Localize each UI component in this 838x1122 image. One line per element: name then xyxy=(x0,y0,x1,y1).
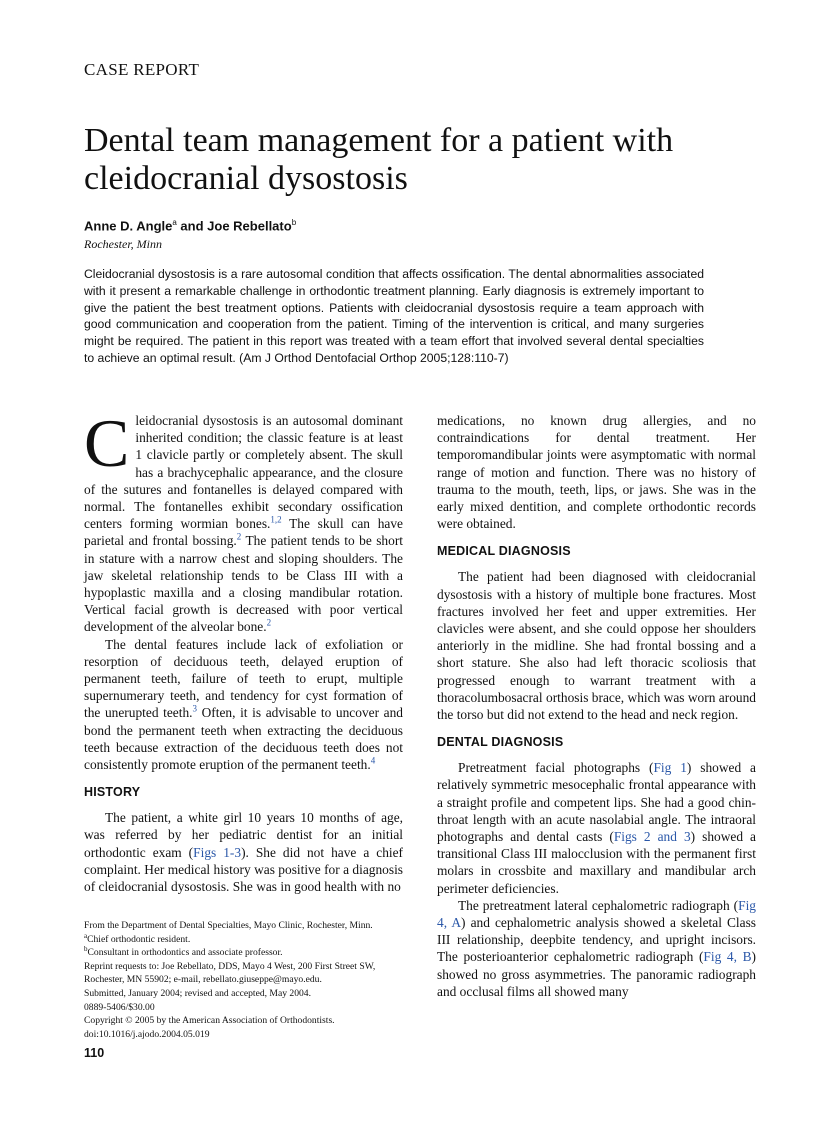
footnote-author-b xyxy=(84,946,404,960)
text-run: Pretreatment facial photographs ( xyxy=(458,760,654,776)
medical-diagnosis-paragraph: The patient had been diagnosed with cleidocranial dysostosis with a history of multiple bone fractures. Most fractures involved her feet and upper extremities. Her clavicles were absent, and she could oppose her shoulders anteriorly in the midline. She had frontal bossing and a short stature. She also had left thoracic scoliosis that progressed enough to warrant treatment with a thoracolumbosacral orthosis brace, which was worn around the torso but did not extend to the head and neck region. xyxy=(437,569,756,723)
author-affiliation: Rochester, Minn xyxy=(84,237,162,251)
text-run: The skull can have parietal and frontal bossing. xyxy=(84,516,403,549)
text-run: ) showed a transitional Class III malocclusion with the permanent first molars in crossbite and maxillary and mandibular arch perimeter deficiencies. xyxy=(437,829,756,896)
author-affiliation-mark: b xyxy=(291,218,297,227)
text-run: The patient, a white girl 10 years 10 months of age, was referred by her pediatric dentist for an initial orthodontic exam ( xyxy=(84,810,403,860)
footnote-reprint: Reprint requests to: Joe Rebellato, DDS, Mayo 4 West, 200 First Street SW, Rochester, MN 55902; e-mail, rebellato.giuseppe@mayo.edu. xyxy=(84,960,376,986)
text-run: The patient tends to be short in stature with a narrow chest and sloping shoulders. The jaw skeletal relationship tends to be Class III with a hypoplastic maxilla and a closing mandibular rotation. Vertical facial growth is decreased with poor vertical development of the alveolar bone. xyxy=(84,533,403,635)
section-heading-dental-diagnosis: DENTAL DIAGNOSIS xyxy=(437,735,564,750)
right-column-content xyxy=(437,412,756,1000)
text-run: The dental features include lack of exfoliation or resorption of deciduous teeth, delayed eruption of permanent teeth, failure of teeth to erupt, multiple supernumerary teeth, and tendency for cyst formation of the unerupted teeth. xyxy=(84,636,403,721)
intro-paragraph xyxy=(84,636,403,774)
author-affiliation-mark: a xyxy=(172,218,177,227)
footnote-mark: b xyxy=(84,945,88,953)
text-run: The pretreatment lateral cephalometric radiograph ( xyxy=(458,897,739,913)
author-conjunction: and xyxy=(176,218,208,234)
footnotes xyxy=(84,919,404,1041)
figure-link[interactable]: Fig 4, A xyxy=(437,897,756,931)
footnote-author-a xyxy=(84,933,404,947)
history-paragraph-continued xyxy=(437,412,756,532)
section-heading-medical-diagnosis: MEDICAL DIAGNOSIS xyxy=(437,544,571,559)
text-run: ) showed no gross asymmetries. The panoramic radiograph and occlusal films all showed many xyxy=(437,949,756,999)
reference-link[interactable]: 2 xyxy=(266,617,272,628)
footnote-mark: a xyxy=(84,931,88,940)
reference-link[interactable]: 4 xyxy=(370,755,376,766)
section-heading-history: HISTORY xyxy=(84,785,141,800)
reference-link[interactable]: 3 xyxy=(192,703,198,714)
dental-diagnosis-paragraph xyxy=(437,759,756,897)
author-name: Joe Rebellato xyxy=(207,218,292,234)
footnote-text: Chief orthodontic resident. xyxy=(87,933,191,945)
dental-diagnosis-paragraph xyxy=(437,897,756,1000)
footnote-issn: 0889-5406/$30.00 xyxy=(84,1001,155,1013)
drop-cap: C xyxy=(84,405,130,481)
text-run: medications, no known drug allergies, and no contraindications for dental treatment. Her temporomandibular joints were asymptomatic with normal range of motion and function. There was no history of trauma to the mouth, teeth, lips, or jaws. She was in the early mixed dentition, and complete orthodontic records were obtained. xyxy=(437,413,756,532)
text-run: ). She did not have a chief complaint. Her medical history was positive for a diagnosis of cleidocranial dysostosis. She was in good health with no xyxy=(84,844,404,895)
text-run: Often, it is advisable to uncover and bond the permanent teeth when extracting the deciduous teeth because extraction of the deciduous teeth does not consistently promote eruption of the permanent teeth. xyxy=(84,705,403,773)
reference-link[interactable]: 1,2 xyxy=(270,514,282,525)
text-run: leidocranial dysostosis is an autosomal dominant inherited condition; the classic feature is at least 1 clavicle partly or completely absent. The skull has a brachycephalic appearance, and the closure of the sutures and fontanelles is delayed compared with normal. The fontanelles exhibit secondary ossification centers forming wormian bones. xyxy=(84,413,403,532)
footnote-department: From the Department of Dental Specialties, Mayo Clinic, Rochester, Minn. xyxy=(84,920,373,931)
author-line xyxy=(84,218,296,233)
page-number: 110 xyxy=(84,1046,105,1060)
footnote-text: Consultant in orthodontics and associate professor. xyxy=(87,947,283,959)
reference-link[interactable]: 2 xyxy=(236,531,242,542)
figure-link[interactable]: Fig 1 xyxy=(653,760,687,776)
figure-link[interactable]: Fig 4, B xyxy=(703,949,752,965)
author-name: Anne D. Angle xyxy=(84,218,173,234)
intro-paragraph xyxy=(84,405,403,636)
abstract: Cleidocranial dysostosis is a rare autosomal condition that affects ossification. The dental abnormalities associated with it present a remarkable challenge in orthodontic treatment planning. Early diagnosis is extremely important to give the patient the best treatment options. Patients with cleidocranial dysostosis require a team approach with good communication and cooperation from the patient. Timing of the intervention is critical, and many surgeries might be required. The patient in this report was treated with a team effort that involved several dental specialties to achieve an optimal result. (Am J Orthod Dentofacial Orthop 2005;128:110-7) xyxy=(84,267,704,365)
figure-link[interactable]: Figs 1-3 xyxy=(193,844,242,860)
footnote-doi: doi:10.1016/j.ajodo.2004.05.019 xyxy=(84,1028,210,1040)
article-title: Dental team management for a patient with cleidocranial dysostosis xyxy=(84,122,674,197)
text-run: ) showed a relatively symmetric mesocephalic frontal appearance with a straight profile and competent lips. She had a good chin-throat length with an acute nasolabial angle. The intraoral photographs and dental casts ( xyxy=(437,760,757,845)
history-paragraph xyxy=(84,809,403,895)
footnote-submitted: Submitted, January 2004; revised and accepted, May 2004. xyxy=(84,987,311,999)
section-label: CASE REPORT xyxy=(84,60,200,79)
left-column xyxy=(84,405,404,895)
text-run: ) and cephalometric analysis showed a skeletal Class III relationship, deepbite tendency, and upright incisors. The posterioanterior cephalometric radiograph ( xyxy=(437,915,756,965)
figure-link[interactable]: Figs 2 and 3 xyxy=(613,829,691,845)
footnote-copyright: Copyright © 2005 by the American Association of Orthodontists. xyxy=(84,1015,335,1027)
